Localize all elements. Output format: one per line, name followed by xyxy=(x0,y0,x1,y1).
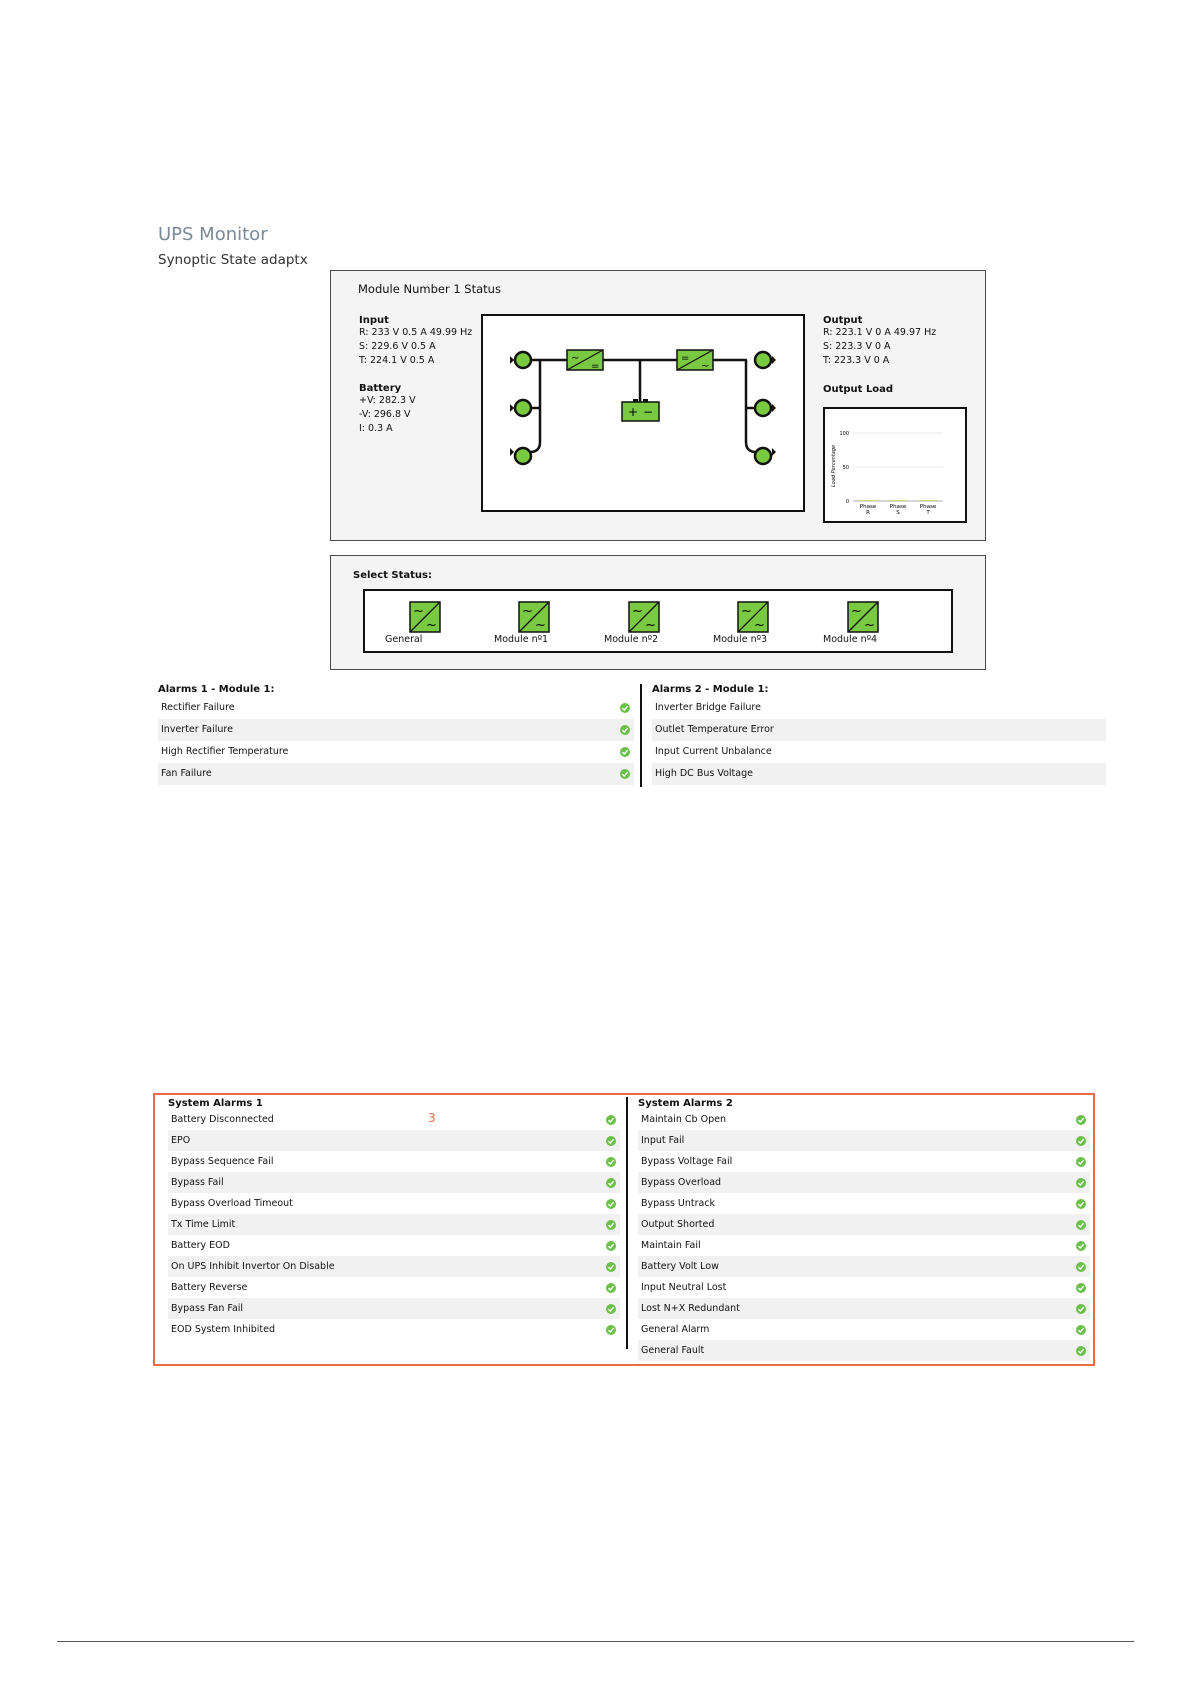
y-tick-label: 100 xyxy=(839,430,849,437)
alarm-label: Battery Disconnected xyxy=(171,1114,274,1125)
battery-block xyxy=(622,399,659,421)
ok-check-icon xyxy=(606,1115,616,1125)
input-s: S: 229.6 V 0.5 A xyxy=(359,341,436,352)
svg-text:~: ~ xyxy=(701,361,710,372)
alarm-label: Rectifier Failure xyxy=(161,702,235,713)
svg-text:~: ~ xyxy=(632,604,643,619)
alarm-label: General Fault xyxy=(641,1345,705,1356)
svg-text:~: ~ xyxy=(754,618,765,633)
input-r: R: 233 V 0.5 A 49.99 Hz xyxy=(359,327,473,338)
alarm-row-bypass-fan-fail xyxy=(168,1298,620,1319)
module-button-1[interactable] xyxy=(494,601,574,645)
ok-check-icon xyxy=(606,1325,616,1335)
alarm-row-epo xyxy=(168,1130,620,1151)
ok-check-icon xyxy=(620,769,630,779)
module-label: Module nº2 xyxy=(604,634,659,645)
output-s: S: 223.3 V 0 A xyxy=(823,341,891,352)
converter-icon xyxy=(409,601,441,633)
alarm-row-input-fail xyxy=(638,1130,1090,1151)
alarm-label: Input Current Unbalance xyxy=(655,746,772,757)
alarm-label: General Alarm xyxy=(641,1324,710,1335)
alarm-label: Outlet Temperature Error xyxy=(655,724,774,735)
alarm-label: Bypass Overload xyxy=(641,1177,722,1188)
svg-text:=: = xyxy=(591,361,600,372)
module-label: Module nº4 xyxy=(823,634,878,645)
alarm-row-bypass-voltage-fail xyxy=(638,1151,1090,1172)
alarm-label: Bypass Voltage Fail xyxy=(641,1156,733,1167)
converter-icon xyxy=(847,601,879,633)
svg-text:+: + xyxy=(628,405,639,419)
ok-check-icon xyxy=(606,1304,616,1314)
rectifier-block xyxy=(567,350,603,372)
module-selector xyxy=(363,589,953,653)
ok-check-icon xyxy=(620,703,630,713)
alarm-label: Inverter Bridge Failure xyxy=(655,702,761,713)
alarm-label: Tx Time Limit xyxy=(171,1219,236,1230)
x-category-label: Phase xyxy=(889,504,907,510)
alarm-row-maintain-fail xyxy=(638,1235,1090,1256)
module-label: General xyxy=(385,634,423,645)
chart-ylabel: Load Percentage xyxy=(831,444,837,487)
alarm-label: Bypass Fail xyxy=(171,1177,224,1188)
alarm-row-battery-volt-low xyxy=(638,1256,1090,1277)
alarm-row-battery-eod xyxy=(168,1235,620,1256)
alarm-row-bypass-fail xyxy=(168,1172,620,1193)
alarm-row-bypass-overload-timeout xyxy=(168,1193,620,1214)
output-load-chart xyxy=(823,407,967,523)
alarm-row-tx-time-limit xyxy=(168,1214,620,1235)
input-t: T: 224.1 V 0.5 A xyxy=(359,355,435,366)
ok-check-icon xyxy=(606,1199,616,1209)
input-node-t xyxy=(515,448,531,464)
alarm-label: Battery Volt Low xyxy=(641,1261,719,1272)
svg-text:~: ~ xyxy=(645,618,656,633)
alarm-row-outlet-temperature-error xyxy=(652,719,1106,741)
ok-check-icon xyxy=(606,1262,616,1272)
module-button-general[interactable] xyxy=(385,601,465,645)
alarm-label: High Rectifier Temperature xyxy=(161,746,289,757)
footer-divider xyxy=(57,1641,1134,1642)
ok-check-icon xyxy=(1076,1283,1086,1293)
alarm-label: Bypass Overload Timeout xyxy=(171,1198,293,1209)
alarm-row-eod-system-inhibited xyxy=(168,1319,620,1340)
module-button-4[interactable] xyxy=(823,601,903,645)
module-label: Module nº1 xyxy=(494,634,549,645)
alarm-label: EOD System Inhibited xyxy=(171,1324,276,1335)
output-node-r xyxy=(755,352,771,368)
ok-check-icon xyxy=(1076,1115,1086,1125)
module-status-title: Module Number 1 Status xyxy=(358,282,501,296)
x-category-label: Phase xyxy=(859,504,877,510)
input-node-s xyxy=(515,400,531,416)
svg-text:=: = xyxy=(681,353,690,364)
svg-text:−: − xyxy=(643,405,654,419)
converter-icon xyxy=(518,601,550,633)
svg-text:~: ~ xyxy=(426,618,437,633)
alarm-row-maintain-cb-open xyxy=(638,1109,1090,1130)
battery-heading: Battery xyxy=(359,383,402,394)
module-label: Module nº3 xyxy=(713,634,768,645)
battery-current: I: 0.3 A xyxy=(359,423,393,434)
system-alarms-divider xyxy=(626,1097,628,1349)
alarm-label: Battery Reverse xyxy=(171,1282,248,1293)
ok-check-icon xyxy=(606,1283,616,1293)
alarm-row-on-ups-inhibit-invertor-on-disable xyxy=(168,1256,620,1277)
output-t: T: 223.3 V 0 A xyxy=(823,355,890,366)
alarm-label: Input Fail xyxy=(641,1135,685,1146)
ok-check-icon xyxy=(1076,1136,1086,1146)
ok-check-icon xyxy=(620,725,630,735)
output-readings xyxy=(823,315,936,368)
svg-text:~: ~ xyxy=(741,604,752,619)
ok-check-icon xyxy=(606,1241,616,1251)
alarm-label: High DC Bus Voltage xyxy=(655,768,753,779)
alarms1-heading: Alarms 1 - Module 1: xyxy=(158,684,275,695)
ok-check-icon xyxy=(1076,1304,1086,1314)
alarm-label: EPO xyxy=(171,1135,191,1146)
svg-text:~: ~ xyxy=(851,604,862,619)
ok-check-icon xyxy=(620,747,630,757)
output-load-heading: Output Load xyxy=(823,384,894,395)
alarm-row-output-shorted xyxy=(638,1214,1090,1235)
alarm-label: Bypass Sequence Fail xyxy=(171,1156,274,1167)
battery-pos-voltage: +V: 282.3 V xyxy=(359,395,416,406)
alarm-label: Inverter Failure xyxy=(161,724,233,735)
output-heading: Output xyxy=(823,315,863,326)
alarm-label: On UPS Inhibit Invertor On Disable xyxy=(171,1261,335,1272)
ok-check-icon xyxy=(606,1178,616,1188)
input-readings xyxy=(359,315,472,368)
bar-phase-1 xyxy=(889,500,907,501)
alarm-label: Maintain Cb Open xyxy=(641,1114,726,1125)
alarm-row-bypass-untrack xyxy=(638,1193,1090,1214)
alarm-row-inverter-failure xyxy=(158,719,634,741)
output-r: R: 223.1 V 0 A 49.97 Hz xyxy=(823,327,937,338)
x-category-label: R xyxy=(866,510,870,516)
module-button-2[interactable] xyxy=(604,601,684,645)
bar-phase-0 xyxy=(859,500,877,501)
system-alarms1-heading: System Alarms 1 xyxy=(168,1098,263,1109)
alarm-label: Bypass Fan Fail xyxy=(171,1303,244,1314)
alarm-row-input-current-unbalance xyxy=(652,741,1106,763)
ok-check-icon xyxy=(606,1220,616,1230)
alarms-divider xyxy=(640,684,642,787)
alarms2-heading: Alarms 2 - Module 1: xyxy=(652,684,769,695)
ok-check-icon xyxy=(1076,1346,1086,1356)
alarm-row-bypass-overload xyxy=(638,1172,1090,1193)
alarm-label: Battery EOD xyxy=(171,1240,230,1251)
system-alarms2-heading: System Alarms 2 xyxy=(638,1098,733,1109)
ok-check-icon xyxy=(1076,1157,1086,1167)
y-tick-label: 0 xyxy=(845,498,849,505)
alarm-label: Maintain Fail xyxy=(641,1240,701,1251)
ok-check-icon xyxy=(1076,1178,1086,1188)
alarm-label: Output Shorted xyxy=(641,1219,715,1230)
ok-check-icon xyxy=(606,1136,616,1146)
converter-icon xyxy=(737,601,769,633)
alarm-row-general-fault xyxy=(638,1340,1090,1361)
alarm-row-fan-failure xyxy=(158,763,634,785)
callout-number: 3 xyxy=(428,1111,436,1125)
module-button-3[interactable] xyxy=(713,601,793,645)
alarm-label: Input Neutral Lost xyxy=(641,1282,727,1293)
ok-check-icon xyxy=(606,1157,616,1167)
inverter-block xyxy=(677,350,713,372)
converter-icon xyxy=(628,601,660,633)
output-node-t xyxy=(755,448,771,464)
alarm-row-high-dc-bus-voltage xyxy=(652,763,1106,785)
alarm-row-high-rectifier-temperature xyxy=(158,741,634,763)
ok-check-icon xyxy=(1076,1220,1086,1230)
alarm-row-lost-n-x-redundant xyxy=(638,1298,1090,1319)
alarm-label: Lost N+X Redundant xyxy=(641,1303,740,1314)
input-heading: Input xyxy=(359,315,389,326)
alarm-label: Fan Failure xyxy=(161,768,212,779)
ok-check-icon xyxy=(1076,1262,1086,1272)
page-subtitle: Synoptic State adaptx xyxy=(158,252,308,268)
bar-phase-2 xyxy=(919,500,937,501)
alarm-row-battery-reverse xyxy=(168,1277,620,1298)
page-title: UPS Monitor xyxy=(158,224,268,245)
ok-check-icon xyxy=(1076,1325,1086,1335)
ok-check-icon xyxy=(1076,1241,1086,1251)
battery-readings xyxy=(359,383,416,436)
alarm-row-general-alarm xyxy=(638,1319,1090,1340)
alarm-row-bypass-sequence-fail xyxy=(168,1151,620,1172)
battery-neg-voltage: -V: 296.8 V xyxy=(359,409,411,420)
svg-text:~: ~ xyxy=(535,618,546,633)
x-category-label: Phase xyxy=(919,504,937,510)
svg-text:~: ~ xyxy=(413,604,424,619)
alarm-row-inverter-bridge-failure xyxy=(652,697,1106,719)
svg-text:~: ~ xyxy=(522,604,533,619)
svg-text:~: ~ xyxy=(864,618,875,633)
alarm-label: Bypass Untrack xyxy=(641,1198,716,1209)
svg-text:~: ~ xyxy=(571,353,580,364)
alarm-row-rectifier-failure xyxy=(158,697,634,719)
select-status-heading: Select Status: xyxy=(353,570,432,581)
alarm-row-battery-disconnected xyxy=(168,1109,620,1130)
y-tick-label: 50 xyxy=(842,464,849,471)
alarm-row-input-neutral-lost xyxy=(638,1277,1090,1298)
x-category-label: T xyxy=(926,510,930,516)
x-category-label: S xyxy=(896,510,900,516)
synoptic-diagram xyxy=(481,314,805,512)
input-node-r xyxy=(515,352,531,368)
ok-check-icon xyxy=(1076,1199,1086,1209)
output-node-s xyxy=(755,400,771,416)
